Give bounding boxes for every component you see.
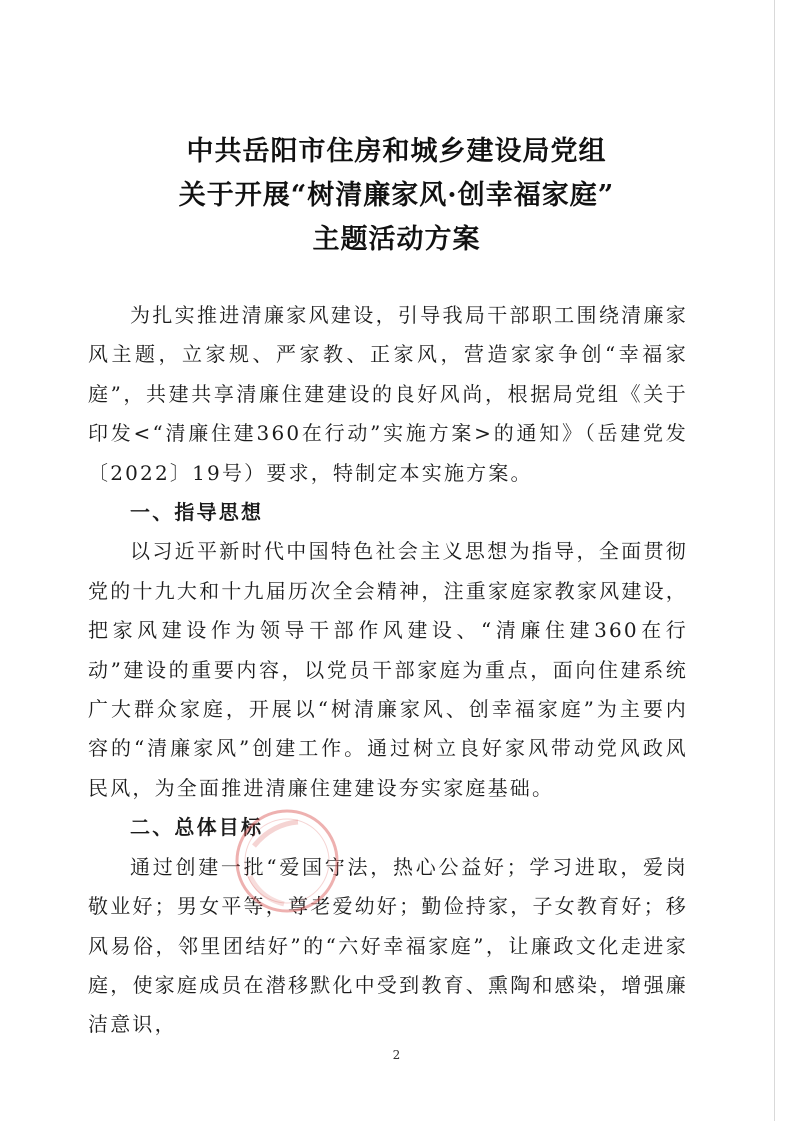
intro-paragraph: 为扎实推进清廉家风建设，引导我局干部职工围绕清廉家风主题，立家规、严家教、正家风，营造家家争创“幸福家庭”，共建共享清廉住建建设的良好风尚，根据局党组《关于印发<“清廉住建360在行动”实施方案>的通知》（岳建党发〔2022〕19号）要求，特制定本实施方案。 bbox=[88, 303, 688, 485]
overall-goals-paragraph: 通过创建一批“爱国守法，热心公益好；学习进取，爱岗敬业好；男女平等，尊老爱幼好；勤俭持家，子女教育好；移风易俗，邻里团结好”的“六好幸福家庭”，让廉政文化走进家庭，使家庭成员在潜移默化中受到教育、熏陶和感染，增强廉洁意识， bbox=[88, 854, 688, 1037]
title-line-1: 中共岳阳市住房和城乡建设局党组 bbox=[186, 136, 607, 167]
page-number: 2 bbox=[392, 1048, 401, 1062]
section-heading-guiding-ideology: 一、指导思想 bbox=[130, 500, 264, 525]
document-body bbox=[88, 296, 688, 1045]
title-line-3: 主题活动方案 bbox=[312, 224, 481, 255]
document-title bbox=[0, 130, 793, 262]
guiding-ideology-paragraph: 以习近平新时代中国特色社会主义思想为指导，全面贯彻党的十九大和十九届历次全会精神，注重家庭家教家风建设，把家风建设作为领导干部作风建设、“清廉住建360在行动”建设的重要内容，以党员干部家庭为重点，面向住建系统广大群众家庭，开展以“树清廉家风、创幸福家庭”为主要内容的“清廉家风”创建工作。通过树立良好家风带动党风政风民风，为全面推进清廉住建建设夯实家庭基础。 bbox=[88, 539, 688, 800]
title-line-2: 关于开展“树清廉家风·创幸福家庭” bbox=[178, 180, 615, 211]
section-heading-overall-goals: 二、总体目标 bbox=[130, 815, 264, 840]
